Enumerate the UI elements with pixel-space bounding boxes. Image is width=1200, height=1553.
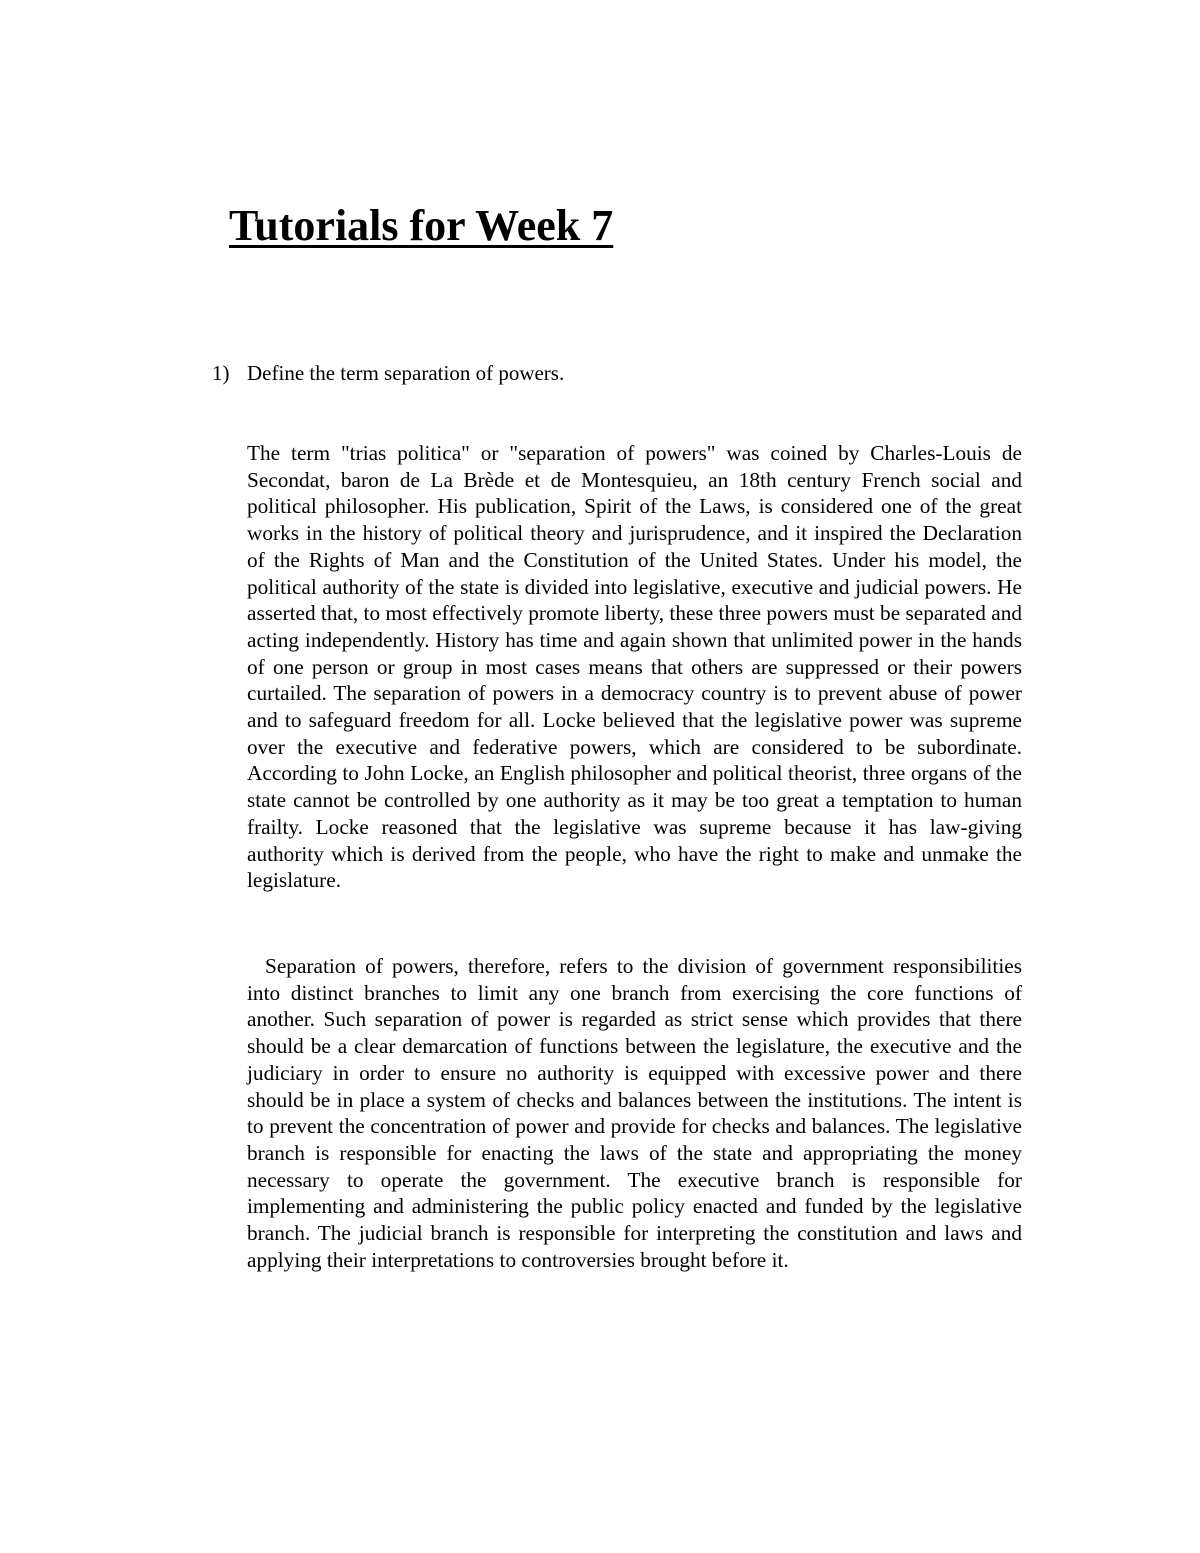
question-number: 1)	[212, 361, 230, 385]
page-title: Tutorials for Week 7	[229, 201, 614, 250]
question-item	[212, 359, 564, 387]
question-text: Define the term separation of powers.	[247, 361, 565, 385]
answer-paragraph-1: The term "trias politica" or "separation of powers" was coined by Charles-Louis de Secondat, baron de La Brède et de Montesquieu, an 18th century French social and political philosopher. His publication, Spirit of the Laws, is considered one of the great works in the history of political theory and jurisprudence, and it inspired the Declaration of the Rights of Man and the Constitution of the United States. Under his model, the political authority of the state is divided into legislative, executive and judicial powers. He asserted that, to most effectively promote liberty, these three powers must be separated and acting independently. History has time and again shown that unlimited power in the hands of one person or group in most cases means that others are suppressed or their powers curtailed. The separation of powers in a democracy country is to prevent abuse of power and to safeguard freedom for all. Locke believed that the legislative power was supreme over the executive and federative powers, which are considered to be subordinate. According to John Locke, an English philosopher and political theorist, three organs of the state cannot be controlled by one authority as it may be too great a temptation to human frailty. Locke reasoned that the legislative was supreme because it has law-giving authority which is derived from the people, who have the right to make and unmake the legislature.	[247, 441, 1022, 893]
answer-paragraph-2: Separation of powers, therefore, refers to the division of government responsibilities into distinct branches to limit any one branch from exercising the core functions of another. Such separation of power is regarded as strict sense which provides that there should be a clear demarcation of functions between the legislature, the executive and the judiciary in order to ensure no authority is equipped with excessive power and there should be in place a system of checks and balances between the institutions. The intent is to prevent the concentration of power and provide for checks and balances. The legislative branch is responsible for enacting the laws of the state and appropriating the money necessary to operate the government. The executive branch is responsible for implementing and administering the public policy enacted and funded by the legislative branch. The judicial branch is responsible for interpreting the constitution and laws and applying their interpretations to controversies brought before it.	[247, 954, 1022, 1272]
